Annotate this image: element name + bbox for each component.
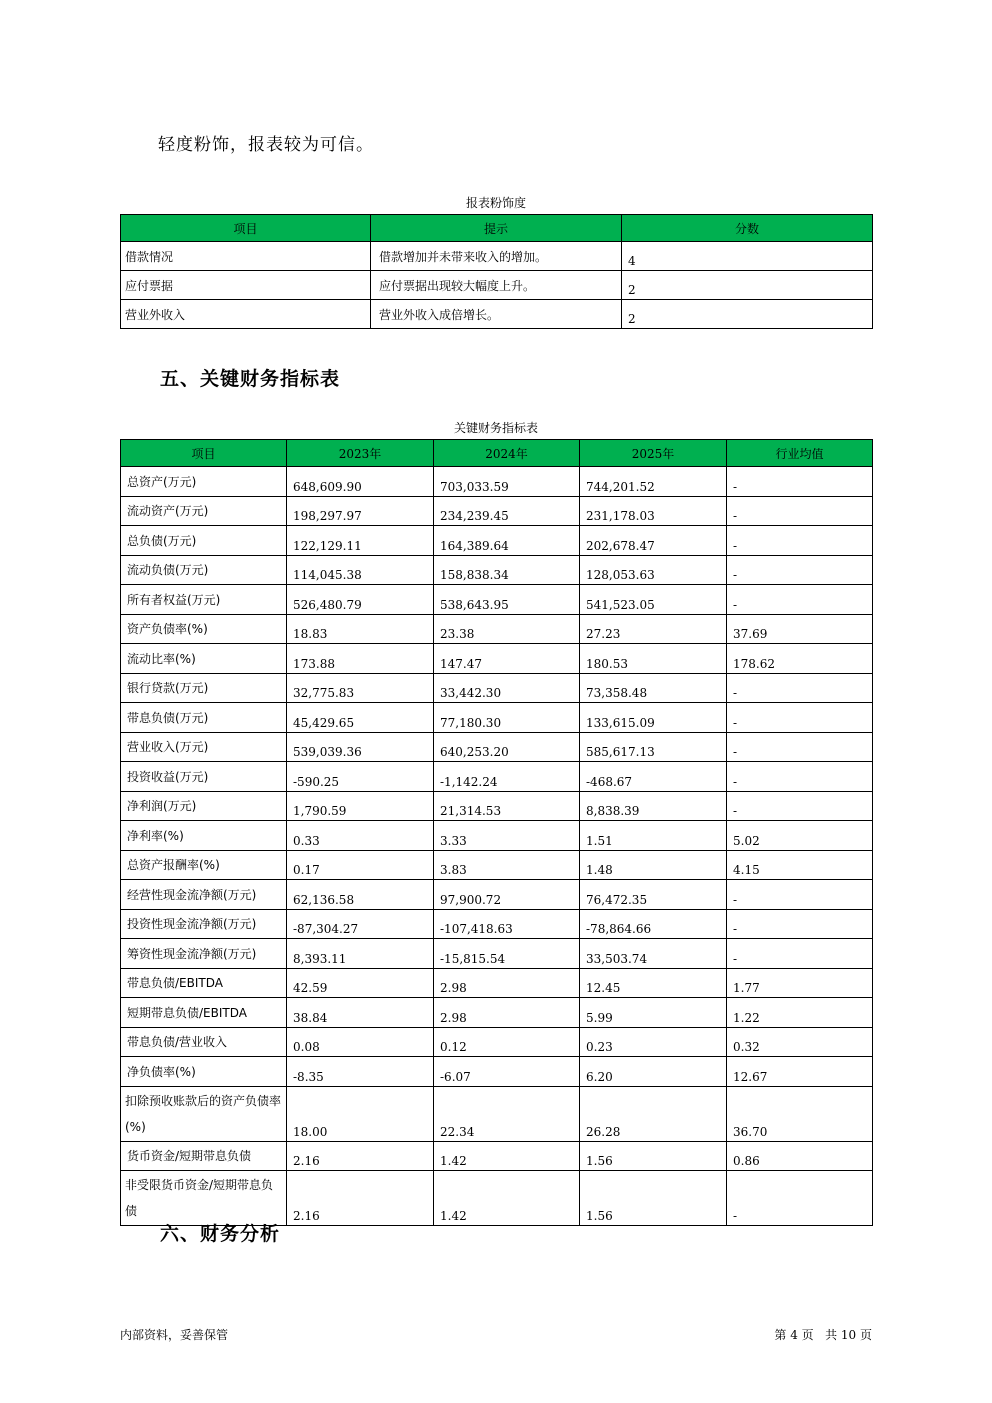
row-label: 带息负债/营业收入 — [121, 1027, 287, 1057]
table-row — [121, 585, 873, 615]
row-label: 流动资产(万元) — [121, 496, 287, 526]
cell-value: 4 — [622, 242, 873, 271]
cell-value: 应付票据出现较大幅度上升。 — [371, 271, 622, 300]
cell-value: 32,775.83 — [287, 673, 434, 703]
cell-value: 1.42 — [434, 1171, 580, 1226]
row-label: 短期带息负债/EBITDA — [121, 998, 287, 1028]
cell-value: 133,615.09 — [580, 703, 727, 733]
table-row — [121, 703, 873, 733]
table-row — [121, 271, 873, 300]
cell-value: 2.16 — [287, 1141, 434, 1171]
column-header: 分数 — [622, 215, 873, 242]
cell-value: 1.56 — [580, 1171, 727, 1226]
cell-value: - — [727, 880, 873, 910]
row-label: 总资产(万元) — [121, 467, 287, 497]
cell-value: 36.70 — [727, 1086, 873, 1141]
cell-value: 3.33 — [434, 821, 580, 851]
table-row — [121, 850, 873, 880]
cell-value: 147.47 — [434, 644, 580, 674]
cell-value: 0.12 — [434, 1027, 580, 1057]
cell-value: 2.16 — [287, 1171, 434, 1226]
table-row — [121, 673, 873, 703]
cell-value: 1.77 — [727, 968, 873, 998]
cell-value: 122,129.11 — [287, 526, 434, 556]
cell-value: 3.83 — [434, 850, 580, 880]
row-label: 投资性现金流净额(万元) — [121, 909, 287, 939]
cell-value: -15,815.54 — [434, 939, 580, 969]
cell-value: 26.28 — [580, 1086, 727, 1141]
cell-value: -1,142.24 — [434, 762, 580, 792]
cell-value: 234,239.45 — [434, 496, 580, 526]
table-row — [121, 496, 873, 526]
section6-title: 六、财务分析 — [160, 1223, 281, 1245]
cell-value: 8,838.39 — [580, 791, 727, 821]
cell-value: 640,253.20 — [434, 732, 580, 762]
cell-value: -6.07 — [434, 1057, 580, 1087]
cell-value: -468.67 — [580, 762, 727, 792]
cell-value: 0.08 — [287, 1027, 434, 1057]
table-row — [121, 467, 873, 497]
column-header: 项目 — [121, 215, 371, 242]
row-label: 营业收入(万元) — [121, 732, 287, 762]
cell-value: 178.62 — [727, 644, 873, 674]
table2-caption: 关键财务指标表 — [453, 421, 538, 435]
column-header: 提示 — [371, 215, 622, 242]
cell-value: 8,393.11 — [287, 939, 434, 969]
table1-caption: 报表粉饰度 — [465, 196, 526, 210]
footer-confidential-note: 内部资料，妥善保管 — [120, 1328, 229, 1342]
table-row — [121, 242, 873, 271]
table-row — [121, 300, 873, 329]
cell-value: 231,178.03 — [580, 496, 727, 526]
cell-value: - — [727, 673, 873, 703]
row-label: 货币资金/短期带息负债 — [121, 1141, 287, 1171]
table-row — [121, 1027, 873, 1057]
table-row — [121, 614, 873, 644]
table-row — [121, 939, 873, 969]
cell-value: 0.86 — [727, 1141, 873, 1171]
cell-value: 1.56 — [580, 1141, 727, 1171]
key-financial-indicators-table — [120, 439, 873, 1226]
table2-header-row — [121, 440, 873, 467]
cell-value: -8.35 — [287, 1057, 434, 1087]
column-header: 项目 — [121, 440, 287, 467]
cell-value: - — [727, 762, 873, 792]
row-label: 带息负债/EBITDA — [121, 968, 287, 998]
cell-value: 97,900.72 — [434, 880, 580, 910]
row-label: 带息负债(万元) — [121, 703, 287, 733]
cell-value: 12.67 — [727, 1057, 873, 1087]
table-row — [121, 968, 873, 998]
cell-value: 202,678.47 — [580, 526, 727, 556]
cell-value: 526,480.79 — [287, 585, 434, 615]
cell-value: 27.23 — [580, 614, 727, 644]
cell-value: 128,053.63 — [580, 555, 727, 585]
cell-value: 538,643.95 — [434, 585, 580, 615]
cell-value: 33,503.74 — [580, 939, 727, 969]
cell-value: - — [727, 703, 873, 733]
row-label: 流动负债(万元) — [121, 555, 287, 585]
table-row — [121, 1141, 873, 1171]
cell-value: -590.25 — [287, 762, 434, 792]
cell-value: 营业外收入成倍增长。 — [371, 300, 622, 329]
cell-value: 1,790.59 — [287, 791, 434, 821]
table-row — [121, 526, 873, 556]
cell-value: - — [727, 939, 873, 969]
cell-value: - — [727, 909, 873, 939]
intro-text: 轻度粉饰，报表较为可信。 — [158, 135, 374, 155]
cell-value: 648,609.90 — [287, 467, 434, 497]
table-row — [121, 998, 873, 1028]
row-label: 所有者权益(万元) — [121, 585, 287, 615]
cell-value: 703,033.59 — [434, 467, 580, 497]
cell-value: 73,358.48 — [580, 673, 727, 703]
row-label: 净利润(万元) — [121, 791, 287, 821]
row-label: 净负债率(%) — [121, 1057, 287, 1087]
cell-value: 114,045.38 — [287, 555, 434, 585]
cell-value: 18.83 — [287, 614, 434, 644]
row-label: 非受限货币资金/短期带息负债 — [121, 1171, 287, 1226]
cell-value: -87,304.27 — [287, 909, 434, 939]
cell-value: 42.59 — [287, 968, 434, 998]
cell-value: 164,389.64 — [434, 526, 580, 556]
table-row — [121, 1086, 873, 1141]
cell-value: - — [727, 526, 873, 556]
cell-value: 62,136.58 — [287, 880, 434, 910]
cell-value: 585,617.13 — [580, 732, 727, 762]
footer-page-number: 第 4 页 共 10 页 — [774, 1328, 872, 1342]
table-row — [121, 1057, 873, 1087]
cell-value: - — [727, 467, 873, 497]
row-label: 借款情况 — [121, 242, 371, 271]
cell-value: 4.15 — [727, 850, 873, 880]
cell-value: 2.98 — [434, 968, 580, 998]
cell-value: 173.88 — [287, 644, 434, 674]
cell-value: 38.84 — [287, 998, 434, 1028]
column-header: 2025年 — [580, 440, 727, 467]
cell-value: 12.45 — [580, 968, 727, 998]
column-header: 2024年 — [434, 440, 580, 467]
column-header: 2023年 — [287, 440, 434, 467]
cell-value: 2 — [622, 271, 873, 300]
row-label: 流动比率(%) — [121, 644, 287, 674]
table-row — [121, 644, 873, 674]
row-label: 总资产报酬率(%) — [121, 850, 287, 880]
cell-value: 1.42 — [434, 1141, 580, 1171]
report-whitewash-table — [120, 214, 873, 329]
section5-title: 五、关键财务指标表 — [160, 368, 341, 390]
cell-value: 37.69 — [727, 614, 873, 644]
cell-value: 18.00 — [287, 1086, 434, 1141]
table1-header-row — [121, 215, 873, 242]
cell-value: 5.02 — [727, 821, 873, 851]
cell-value: 1.22 — [727, 998, 873, 1028]
cell-value: - — [727, 732, 873, 762]
cell-value: 198,297.97 — [287, 496, 434, 526]
cell-value: 23.38 — [434, 614, 580, 644]
cell-value: 2 — [622, 300, 873, 329]
row-label: 净利率(%) — [121, 821, 287, 851]
cell-value: 1.51 — [580, 821, 727, 851]
row-label: 扣除预收账款后的资产负债率(%) — [121, 1086, 287, 1141]
cell-value: 2.98 — [434, 998, 580, 1028]
row-label: 营业外收入 — [121, 300, 371, 329]
row-label: 经营性现金流净额(万元) — [121, 880, 287, 910]
table-row — [121, 880, 873, 910]
row-label: 筹资性现金流净额(万元) — [121, 939, 287, 969]
cell-value: 180.53 — [580, 644, 727, 674]
cell-value: - — [727, 555, 873, 585]
row-label: 总负债(万元) — [121, 526, 287, 556]
table-row — [121, 821, 873, 851]
cell-value: 0.32 — [727, 1027, 873, 1057]
cell-value: - — [727, 496, 873, 526]
cell-value: - — [727, 1171, 873, 1226]
table-row — [121, 909, 873, 939]
cell-value: 0.23 — [580, 1027, 727, 1057]
cell-value: 539,039.36 — [287, 732, 434, 762]
table-row — [121, 762, 873, 792]
cell-value: 77,180.30 — [434, 703, 580, 733]
cell-value: - — [727, 585, 873, 615]
row-label: 投资收益(万元) — [121, 762, 287, 792]
cell-value: 541,523.05 — [580, 585, 727, 615]
column-header: 行业均值 — [727, 440, 873, 467]
cell-value: 22.34 — [434, 1086, 580, 1141]
row-label: 资产负债率(%) — [121, 614, 287, 644]
cell-value: 6.20 — [580, 1057, 727, 1087]
table-row — [121, 555, 873, 585]
cell-value: 1.48 — [580, 850, 727, 880]
cell-value: 33,442.30 — [434, 673, 580, 703]
table-row — [121, 791, 873, 821]
table-row — [121, 732, 873, 762]
cell-value: 21,314.53 — [434, 791, 580, 821]
cell-value: 158,838.34 — [434, 555, 580, 585]
row-label: 银行贷款(万元) — [121, 673, 287, 703]
row-label: 应付票据 — [121, 271, 371, 300]
cell-value: -78,864.66 — [580, 909, 727, 939]
cell-value: - — [727, 791, 873, 821]
cell-value: 45,429.65 — [287, 703, 434, 733]
cell-value: 0.33 — [287, 821, 434, 851]
cell-value: 5.99 — [580, 998, 727, 1028]
cell-value: 0.17 — [287, 850, 434, 880]
cell-value: 744,201.52 — [580, 467, 727, 497]
cell-value: 76,472.35 — [580, 880, 727, 910]
cell-value: 借款增加并未带来收入的增加。 — [371, 242, 622, 271]
cell-value: -107,418.63 — [434, 909, 580, 939]
table-row — [121, 1171, 873, 1226]
